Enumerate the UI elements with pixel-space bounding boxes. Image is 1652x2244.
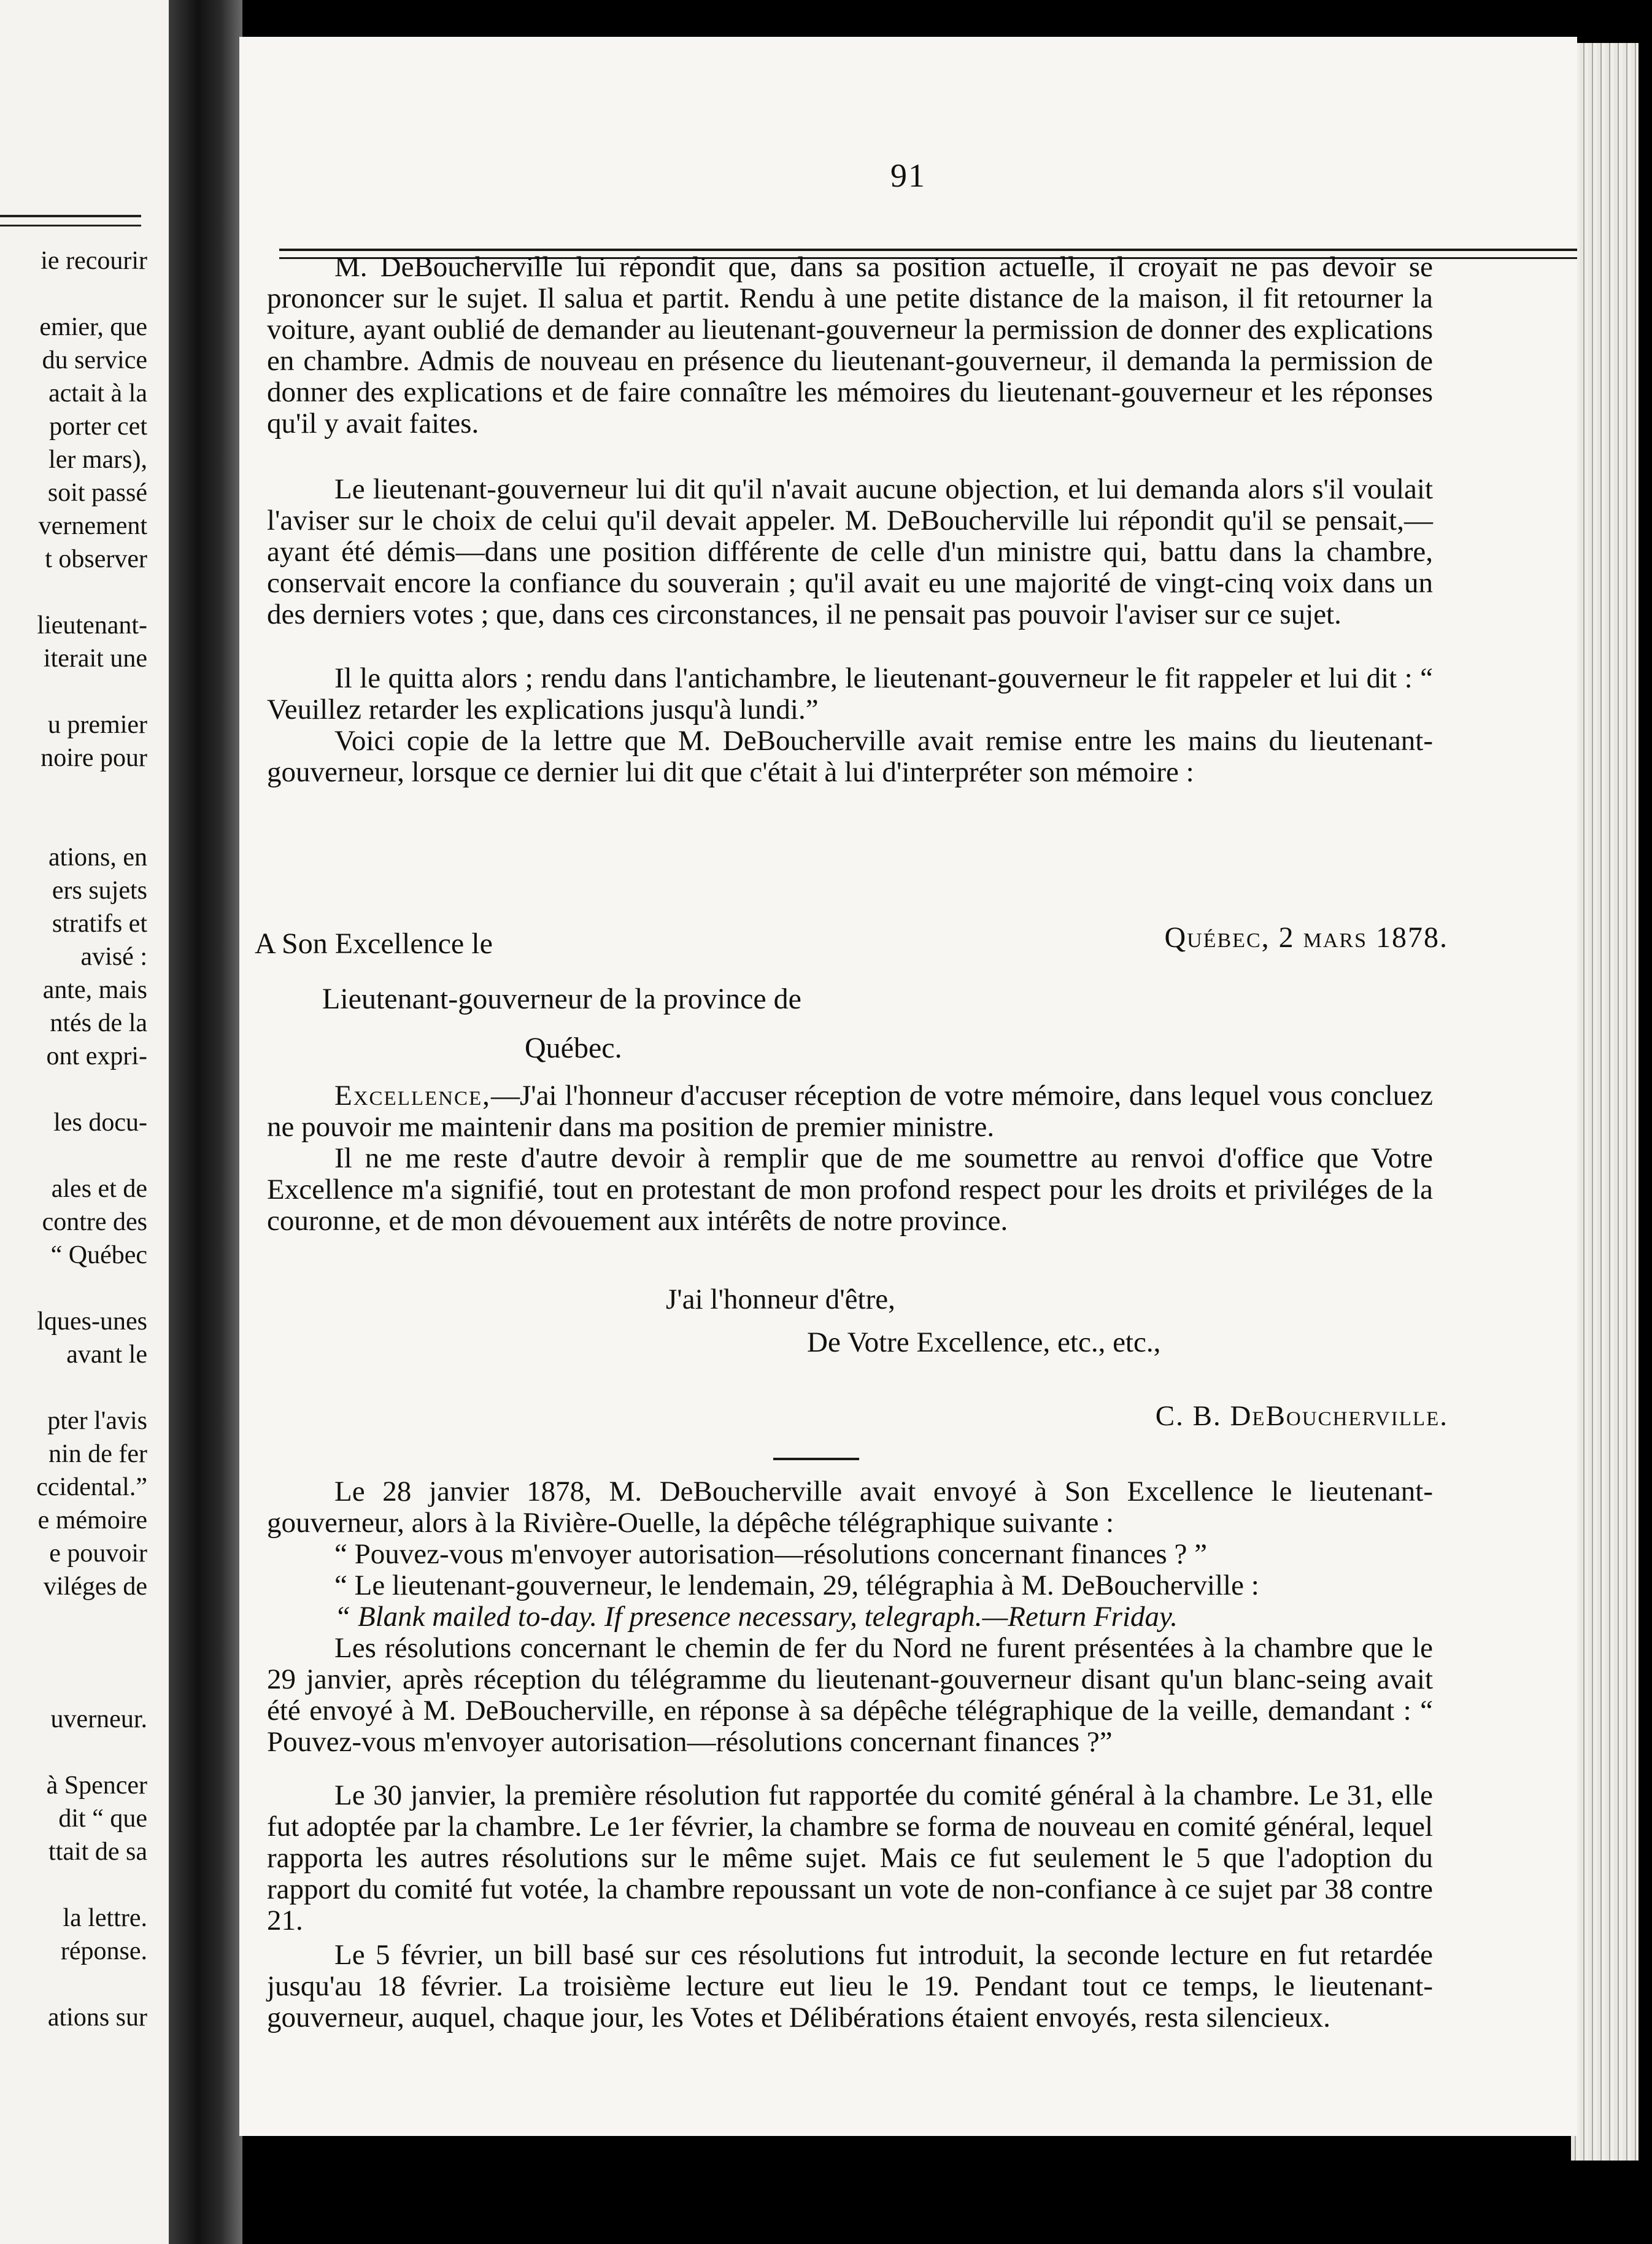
- left-page-line: u premier: [47, 711, 147, 739]
- left-page-line: avant le: [66, 1341, 147, 1369]
- book-gutter: [169, 0, 242, 2244]
- left-page-line: ations, en: [48, 843, 147, 872]
- letter-body-1-text: —J'ai l'honneur d'accuser réception de votre mémoire, dans lequel vous concluez ne pouvoir me maintenir dans ma position de premier ministre.: [267, 1080, 1433, 1143]
- paragraph-4: Voici copie de la lettre que M. DeBoucherville avait remise entre les mains du lieutenant-gouverneur, lorsque ce dernier lui dit que c'était à lui d'interpréter son mémoire :: [267, 725, 1433, 788]
- left-page-line: ler mars),: [48, 446, 147, 474]
- left-page-line: avisé :: [80, 943, 147, 971]
- main-page: [239, 37, 1577, 2136]
- left-page-line: lques-unes: [37, 1307, 147, 1336]
- left-page-line: les docu-: [53, 1108, 147, 1137]
- left-page-line: e pouvoir: [49, 1539, 147, 1568]
- paragraph-bill: Le 5 février, un bill basé sur ces résolutions fut introduit, la seconde lecture en fut retardée jusqu'au 18 février. La troisième lecture eut lieu le 19. Pendant tout ce temps, le lieutenant-gouverneur, auquel, chaque jour, les Votes et Délibérations étaient envoyés, resta silencieux.: [267, 1939, 1433, 2033]
- letter-signature: C. B. DeBoucherville.: [1155, 1400, 1448, 1432]
- letter-address-line-1: A Son Excellence le: [255, 927, 493, 960]
- left-page-line: ante, mais: [42, 976, 147, 1004]
- paragraph-resolutions: Les résolutions concernant le chemin de fer du Nord ne furent présentées à la chambre que le 29 janvier, après réception du télégramme du lieutenant-gouverneur disant qu'un blanc-seing avait été envoyé à M. DeBoucherville, en réponse à sa dépêche télégraphique de la veille, demandant : “ Pouvez-vous m'envoyer autorisation—résolutions concernant finances ?”: [267, 1632, 1433, 1758]
- letter-address-line-2: Lieutenant-gouverneur de la province de: [322, 983, 801, 1015]
- letter-date: Québec, 2 mars 1878.: [1164, 921, 1448, 954]
- left-page-line: noire pour: [41, 744, 147, 772]
- left-page-line: soit passé: [47, 479, 147, 507]
- left-page-line: nin de fer: [48, 1440, 147, 1468]
- paragraph-2: Le lieutenant-gouverneur lui dit qu'il n'avait aucune objection, et lui demanda alors s'il voulait l'aviser sur le choix de celui qu'il devait appeler. M. DeBoucherville lui répondit qu'il se pensait,—ayant été démis—dans une position différente de celle d'un ministre qui, battu dans la chambre, conservait encore la confiance du souverain ; qu'il avait eu une majorité de vingt-cinq voix dans un des derniers votes ; que, dans ces circonstances, il ne pensait pas pouvoir l'aviser sur ce sujet.: [267, 473, 1433, 630]
- paragraph-telegram-1: “ Pouvez-vous m'envoyer autorisation—résolutions concernant finances ? ”: [334, 1538, 1207, 1570]
- paragraph-telegram-2: “ Le lieutenant-gouverneur, le lendemain, 29, télégraphia à M. DeBoucherville :: [334, 1569, 1259, 1601]
- left-page-line: vernement: [38, 512, 147, 540]
- left-page-line: la lettre.: [63, 1904, 147, 1932]
- left-page-line: réponse.: [60, 1937, 147, 1965]
- facing-page-left: [0, 0, 172, 2244]
- left-page-line: ales et de: [51, 1175, 147, 1203]
- left-page-line: t observer: [45, 545, 147, 573]
- letter-closing-2: De Votre Excellence, etc., etc.,: [807, 1326, 1161, 1358]
- paragraph-1: M. DeBoucherville lui répondit que, dans sa position actuelle, il croyait ne pas devoir se prononcer sur le sujet. Il salua et partit. Rendu à une petite distance de la maison, il fit retourner la voiture, ayant oublié de demander au lieutenant-gouverneur la permission de donner des explications en chambre. Admis de nouveau en présence du lieutenant-gouverneur, il demanda la permission de donner des explications et de faire connaître les mémoires du lieutenant-gouverneur et les réponses qu'il y avait faites.: [267, 251, 1433, 439]
- left-page-line: emier, que: [39, 313, 147, 341]
- left-page-line: à Spencer: [46, 1771, 147, 1800]
- left-page-line: uverneur.: [50, 1705, 147, 1733]
- paragraph-3: Il le quitta alors ; rendu dans l'antichambre, le lieutenant-gouverneur le fit rappeler et lui dit : “ Veuillez retarder les explications jusqu'à lundi.”: [267, 662, 1433, 725]
- left-page-line: “ Québec: [50, 1241, 147, 1269]
- left-page-line: stratifs et: [52, 910, 147, 938]
- left-page-line: du service: [42, 346, 147, 374]
- letter-body-2: Il ne me reste d'autre devoir à remplir que de me soumettre au renvoi d'office que Votre Excellence m'a signifié, tout en protestant de mon profond respect pour les droits et priviléges de la couronne, et de mon dévouement aux intérêts de notre province.: [267, 1142, 1433, 1237]
- left-page-line: contre des: [42, 1208, 147, 1236]
- page-number: 91: [890, 157, 926, 194]
- left-header-rule: [0, 215, 141, 226]
- letter-closing-1: J'ai l'honneur d'être,: [666, 1283, 895, 1315]
- left-page-line: ntés de la: [50, 1009, 147, 1037]
- left-page-line: ccidental.”: [36, 1473, 147, 1501]
- section-separator: [773, 1458, 859, 1460]
- letter-body-1: [267, 1080, 1433, 1143]
- left-page-line: pter l'avis: [47, 1407, 147, 1435]
- left-page-line: lieutenant-: [37, 611, 147, 640]
- page-edges: [1571, 43, 1638, 2161]
- left-page-line: actait à la: [48, 379, 147, 408]
- letter-address-line-3: Québec.: [525, 1032, 622, 1064]
- left-page-line: ers sujets: [52, 876, 147, 905]
- left-page-line: ations sur: [47, 2003, 147, 2032]
- left-page-line: ie recourir: [41, 247, 147, 275]
- left-page-line: e mémoire: [37, 1506, 147, 1534]
- paragraph-telegram-3: “ Blank mailed to-day. If presence necessary, telegraph.—Return Friday.: [334, 1601, 1178, 1633]
- left-page-line: ttait de sa: [48, 1838, 147, 1866]
- left-page-line: viléges de: [43, 1573, 147, 1601]
- left-page-line: porter cet: [49, 412, 147, 441]
- letter-salutation: Excellence,: [334, 1080, 491, 1112]
- left-page-line: iterait une: [43, 644, 147, 673]
- paragraph-telegram-intro: Le 28 janvier 1878, M. DeBoucherville avait envoyé à Son Excellence le lieutenant-gouverneur, alors à la Rivière-Ouelle, la dépêche télégraphique suivante :: [267, 1476, 1433, 1539]
- left-page-line: ont expri-: [46, 1042, 147, 1070]
- left-page-line: dit “ que: [58, 1805, 147, 1833]
- paragraph-committee: Le 30 janvier, la première résolution fut rapportée du comité général à la chambre. Le 31, elle fut adoptée par la chambre. Le 1er février, la chambre se forma de nouveau en comité général, lequel rapporta les autres résolutions sur le même sujet. Mais ce fut seulement le 5 que l'adoption du rapport du comité fut votée, la chambre repoussant un vote de non-confiance à ce sujet par 38 contre 21.: [267, 1779, 1433, 1936]
